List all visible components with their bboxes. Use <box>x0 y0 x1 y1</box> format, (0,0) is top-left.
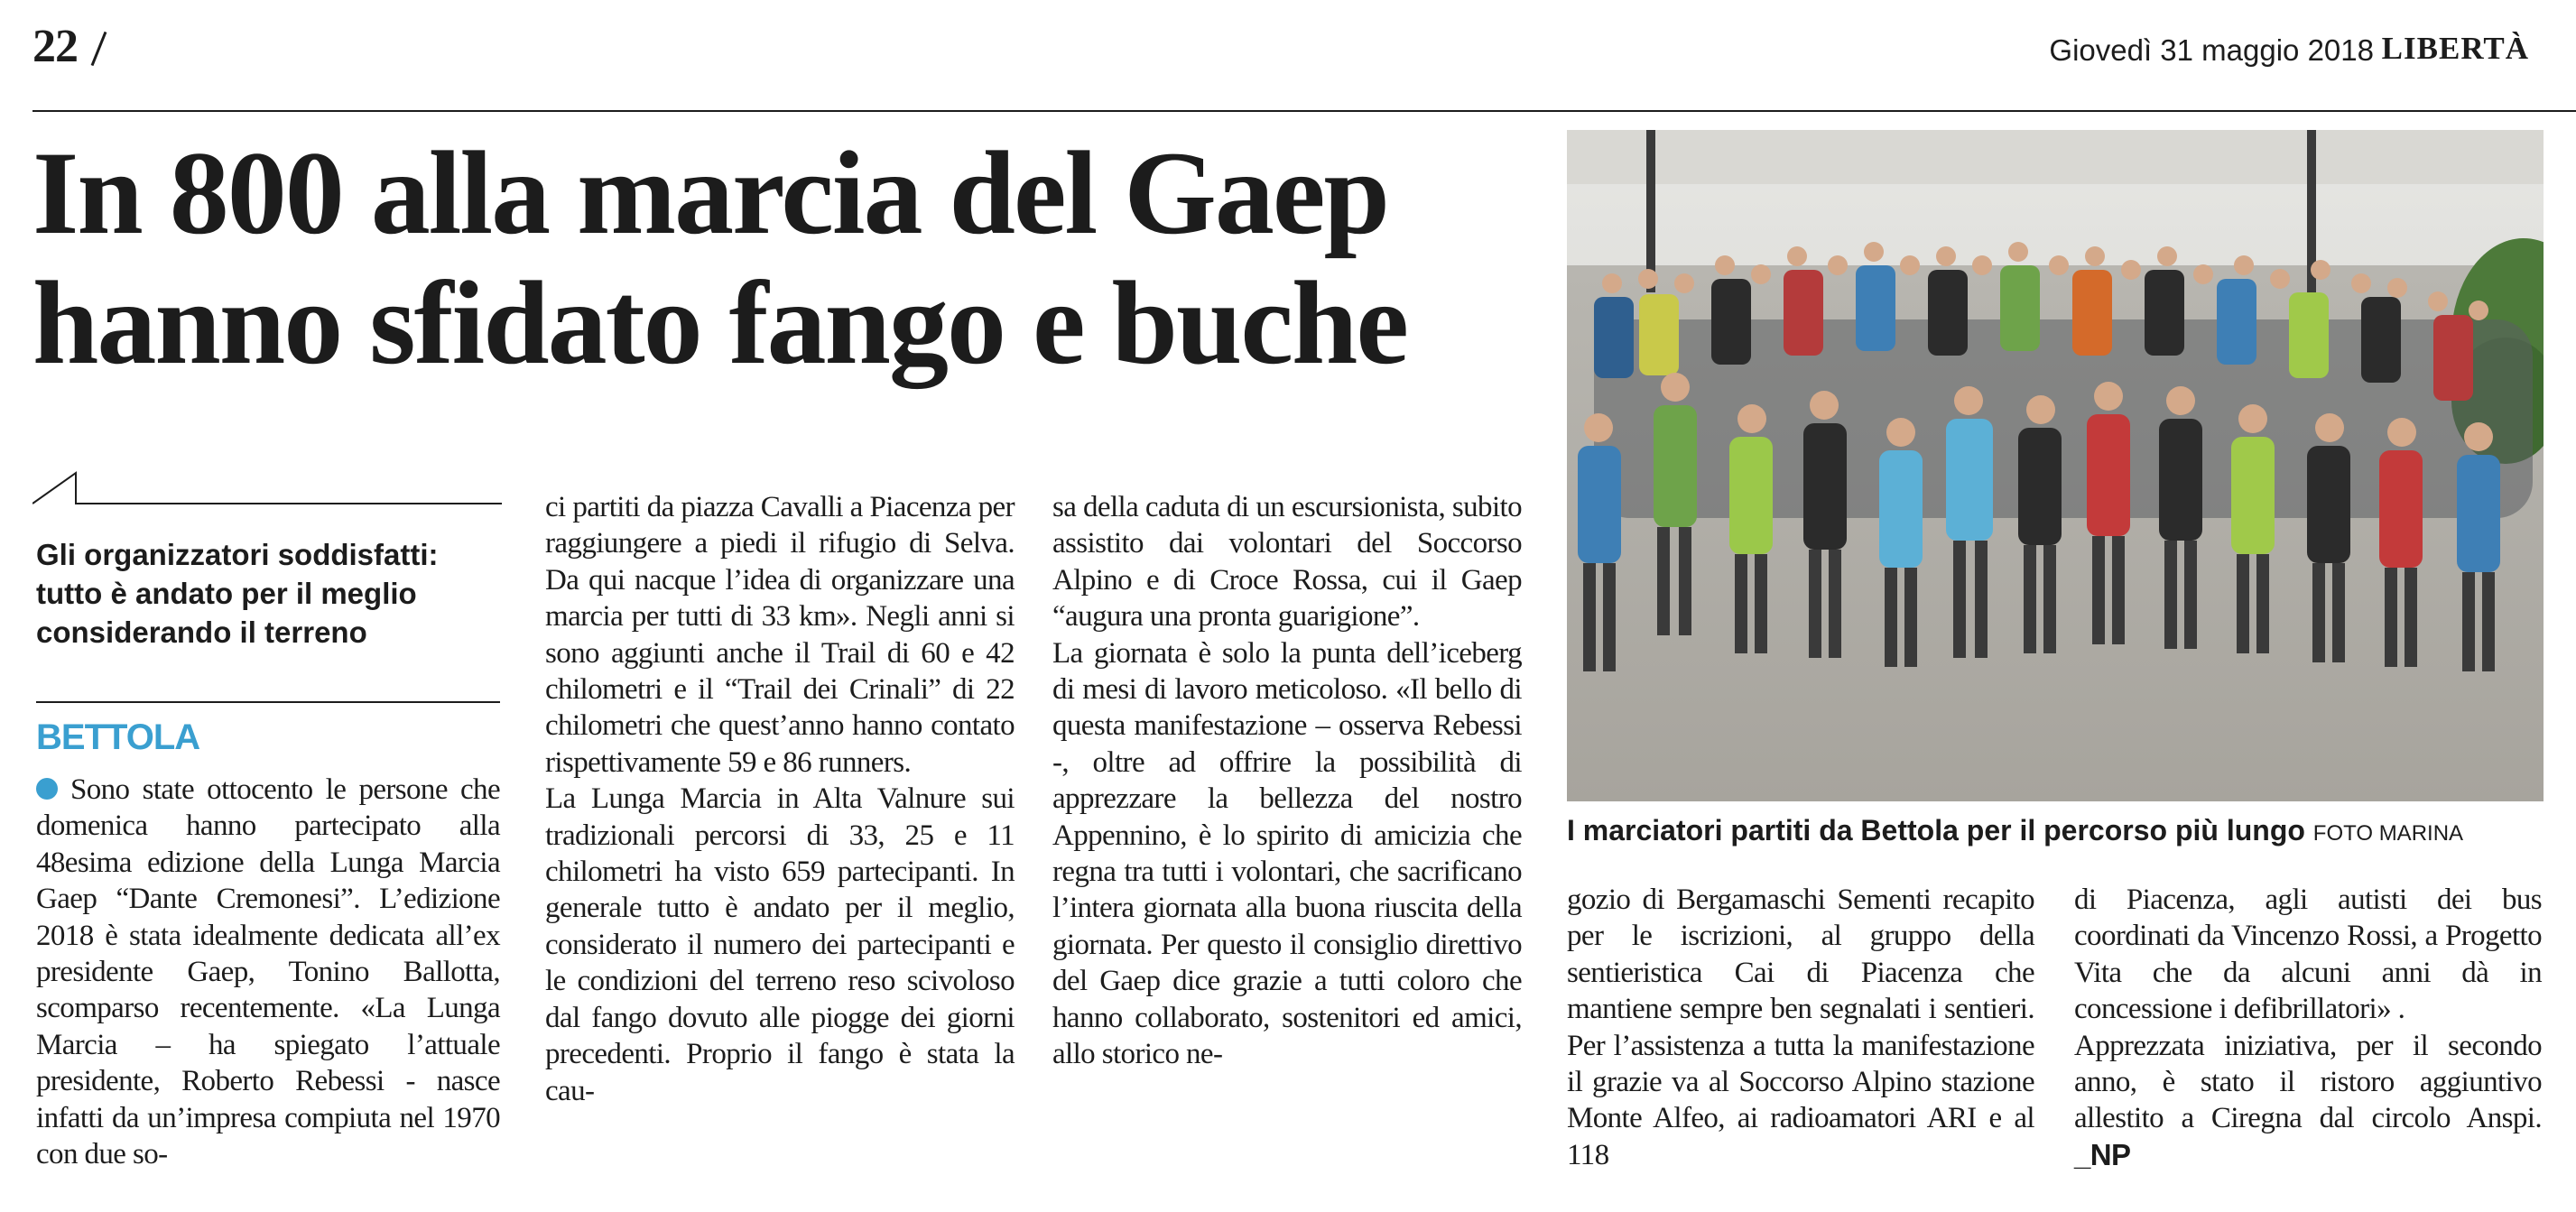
headline-line-2: hanno sfidato fango e buche <box>32 256 1407 389</box>
body-paragraph: ci partiti da piazza Cavalli a Piacenza per raggiungere a piedi il rifugio di Selva. Da qui nacque l’idea di organizzare una marcia per tutti di 33 km». Negli anni si sono aggiunti anche il Trail di 60 e 42 chilometri e il “Trail dei Crinali” di 22 chilometri che quest’anno hanno contato rispettivamente 59 e 86 runners. <box>545 491 1015 779</box>
photo-caption <box>1567 812 2551 852</box>
photo-credit: FOTO MARINA <box>2312 821 2464 846</box>
publication-date: Giovedì 31 maggio 2018 <box>2049 33 2374 67</box>
body-column-4 <box>1567 882 2034 1173</box>
body-paragraph: sa della caduta di un escursionista, subito assistito dai volontari del Soccorso Alpino e di Croce Rossa, cui il Gaep “augura una pronta guarigione”. <box>1052 491 1522 634</box>
article-subhead: Gli organizzatori soddisfatti: tutto è andato per il meglio considerando il terreno <box>36 538 439 649</box>
article-headline <box>32 128 1531 388</box>
subhead-divider <box>36 701 500 703</box>
body-paragraph: La giornata è solo la punta dell’iceberg di mesi di lavoro meticoloso. «Il bello di questa manifestazione – osserva Rebessi -, oltre ad offrire la possibilità di apprezzare la bellezza del nostro Appennino, è lo spirito di amicizia che regna tra tutti i volontari, che sacrificano l’intera giornata alla buona riuscita della giornata. Per questo il consiglio direttivo del Gaep dice grazie a tutti coloro che hanno collaborato, sostenitori ed amici, allo storico ne- <box>1052 636 1522 1071</box>
header-divider <box>32 110 2576 112</box>
body-paragraph: La Lunga Marcia in Alta Valnure sui tradizionali percorsi di 33, 25 e 11 chilometri ha visto 659 partecipanti. In generale tutto è andato per il meglio, considerato il numero dei partecipanti e le condizioni del terreno reso scivoloso dal fango dovuto alle piogge dei giorni precedenti. Proprio il fango è stata la cau- <box>545 782 1015 1107</box>
page-number: 22 <box>32 21 78 72</box>
body-paragraph: di Piacenza, agli autisti dei bus coordinati da Vincenzo Rossi, a Progetto Vita che da alcuni anni dà in concessione i defibrillatori» . <box>2074 884 2542 1026</box>
dateline-location: BETTOLA <box>36 717 200 757</box>
author-signature: _NP <box>2074 1137 2131 1171</box>
page-number-slash <box>91 32 107 66</box>
body-column-2 <box>545 489 1015 1109</box>
body-paragraph <box>2074 1028 2542 1175</box>
newspaper-brand: LIBERTÀ <box>2381 31 2529 66</box>
body-column-5 <box>2074 882 2542 1174</box>
group-photo-illustration <box>1567 130 2544 801</box>
body-paragraph <box>36 772 500 1172</box>
bullet-dot-icon <box>36 778 58 800</box>
body-text: Apprezzata iniziativa, per il secondo anno, è stato il ristoro aggiuntivo allestito a Ciregna dal circolo Anspi. <box>2074 1029 2542 1135</box>
section-ornament <box>32 471 502 507</box>
article-photo <box>1567 130 2544 801</box>
headline-line-1: In 800 alla marcia del Gaep <box>32 126 1388 259</box>
body-paragraph: gozio di Bergamaschi Sementi recapito per le iscrizioni, al gruppo della sentieristica Cai di Piacenza che mantiene sempre ben segnalati i sentieri. Per l’assistenza a tutta la manifestazione il grazie va al Soccorso Alpino stazione Monte Alfeo, ai radioamatori ARI e al 118 <box>1567 884 2034 1171</box>
caption-text: I marciatori partiti da Bettola per il percorso più lungo <box>1567 814 2305 847</box>
body-column-3 <box>1052 489 1522 1073</box>
body-text: Sono state ottocento le persone che domenica hanno partecipato alla 48esima edizione della Lunga Marcia Gaep “Dante Cremonesi”. L’edizione 2018 è stata idealmente dedicata all’ex presidente Gaep, Tonino Ballotta, scomparso recentemente. «La Lunga Marcia – ha spiegato l’attuale presidente, Roberto Rebessi - nasce infatti da un’impresa compiuta nel 1970 con due so- <box>36 773 500 1171</box>
body-column-1 <box>36 772 500 1172</box>
